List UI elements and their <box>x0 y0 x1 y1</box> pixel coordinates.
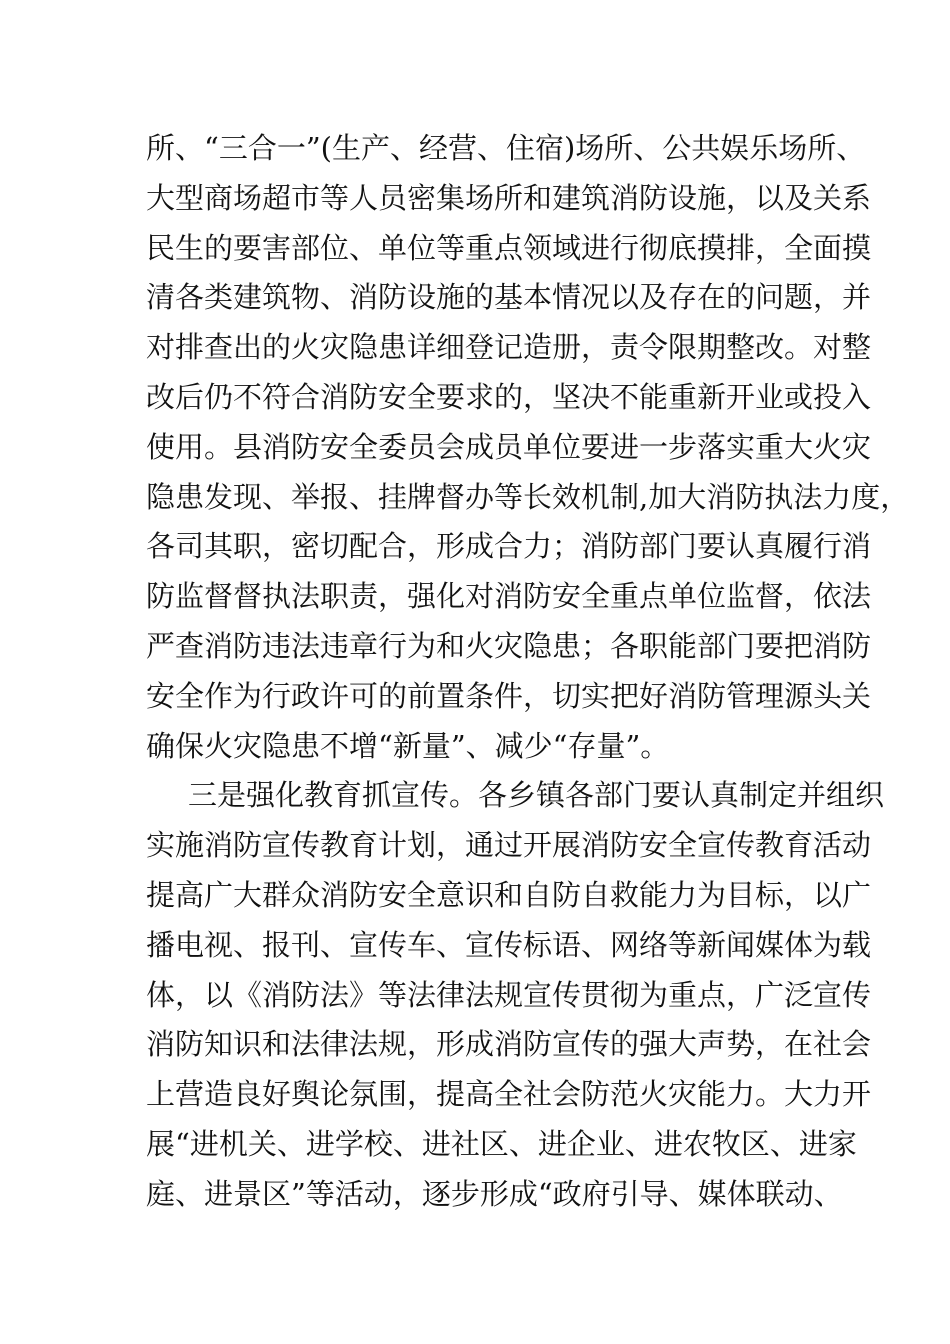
text-line: 各司其职，密切配合，形成合力；消防部门要认真履行消 <box>146 529 872 564</box>
text-line: 确保火灾隐患不增“新量”、减少“存量”。 <box>146 728 670 763</box>
text-line: 提高广大群众消防安全意识和自防自救能力为目标，以广 <box>146 877 872 912</box>
text-line: 体，以《消防法》等法律法规宣传贯彻为重点，广泛宣传 <box>146 977 872 1012</box>
text-line: 隐患发现、举报、挂牌督办等长效机制,加大消防执法力度， <box>146 479 910 514</box>
text-line: 改后仍不符合消防安全要求的，坚决不能重新开业或投入 <box>146 379 872 414</box>
text-line: 使用。县消防安全委员会成员单位要进一步落实重大火灾 <box>146 429 872 464</box>
body-text <box>146 124 910 1220</box>
text-line: 防监督督执法职责，强化对消防安全重点单位监督，依法 <box>146 579 872 614</box>
text-line: 严查消防违法违章行为和火灾隐患；各职能部门要把消防 <box>146 628 872 663</box>
text-line: 消防知识和法律法规，形成消防宣传的强大声势，在社会 <box>146 1027 872 1062</box>
text-line: 对排查出的火灾隐患详细登记造册，责令限期整改。对整 <box>146 330 872 365</box>
text-line: 大型商场超市等人员密集场所和建筑消防设施，以及关系 <box>146 180 872 215</box>
text-line: 民生的要害部位、单位等重点领域进行彻底摸排，全面摸 <box>146 230 872 265</box>
text-line: 上营造良好舆论氛围，提高全社会防范火灾能力。大力开 <box>146 1077 872 1112</box>
text-line: 所、“三合一”(生产、经营、住宿)场所、公共娱乐场所、 <box>146 131 866 165</box>
text-line: 庭、进景区”等活动，逐步形成“政府引导、媒体联动、 <box>146 1176 843 1211</box>
text-line: 清各类建筑物、消防设施的基本情况以及存在的问题，并 <box>146 280 872 315</box>
text-line: 展“进机关、进学校、进社区、进企业、进农牧区、进家 <box>146 1126 857 1161</box>
text-line: 播电视、报刊、宣传车、宣传标语、网络等新闻媒体为载 <box>146 927 872 962</box>
paragraph-start-line: 三是强化教育抓宣传。各乡镇各部门要认真制定并组织 <box>188 778 885 813</box>
text-line: 实施消防宣传教育计划，通过开展消防安全宣传教育活动 <box>146 828 872 863</box>
text-line: 安全作为行政许可的前置条件，切实把好消防管理源头关 <box>146 678 872 713</box>
